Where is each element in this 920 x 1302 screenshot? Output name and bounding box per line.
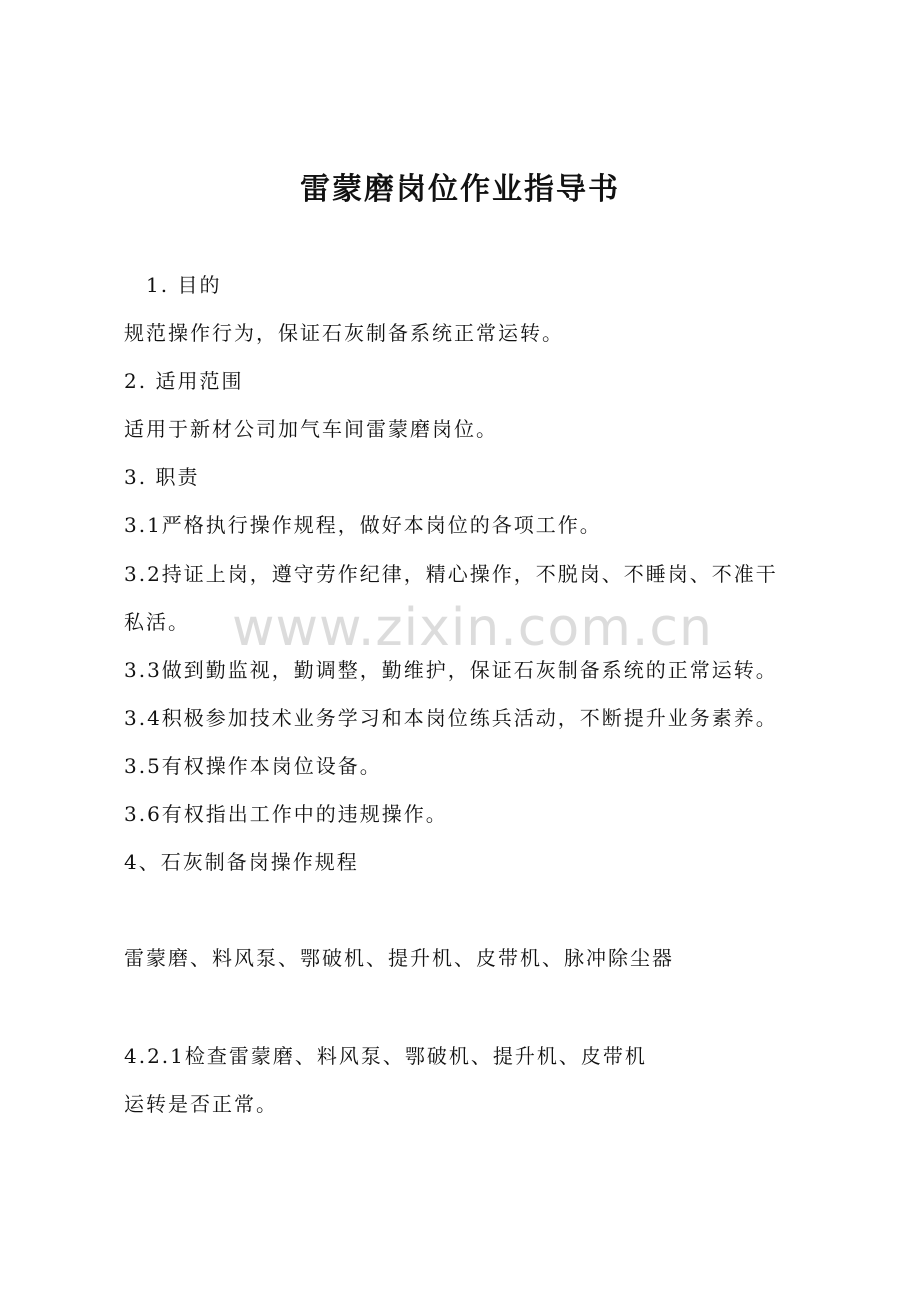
section-heading-scope: 2. 适用范围: [124, 369, 244, 393]
duty-item-3-3: 3.3做到勤监视，勤调整，勤维护，保证石灰制备系统的正常运转。: [124, 658, 778, 682]
duty-item-3-5: 3.5有权操作本岗位设备。: [124, 754, 382, 778]
paragraph-purpose: 规范操作行为，保证石灰制备系统正常运转。: [124, 321, 564, 345]
procedure-item-4-2-1: 4.2.1检查雷蒙磨、料风泵、鄂破机、提升机、皮带机: [124, 1044, 647, 1068]
section-heading-procedures: 4、石灰制备岗操作规程: [124, 850, 359, 874]
paragraph-scope: 适用于新材公司加气车间雷蒙磨岗位。: [124, 417, 498, 441]
section-heading-purpose: 1. 目的: [146, 273, 222, 297]
watermark: www.zixin.com.cn: [232, 598, 713, 658]
duty-item-3-4: 3.4积极参加技术业务学习和本岗位练兵活动，不断提升业务素养。: [124, 706, 778, 730]
duty-item-3-2-continued: 私活。: [124, 610, 190, 634]
procedure-item-4-2-1-continued: 运转是否正常。: [124, 1092, 278, 1116]
section-heading-duties: 3. 职责: [124, 465, 200, 489]
duty-item-3-1: 3.1严格执行操作规程，做好本岗位的各项工作。: [124, 513, 602, 537]
duty-item-3-2: 3.2持证上岗，遵守劳作纪律，精心操作，不脱岗、不睡岗、不准干: [124, 562, 778, 586]
document-title: 雷蒙磨岗位作业指导书: [300, 172, 620, 207]
equipment-list: 雷蒙磨、料风泵、鄂破机、提升机、皮带机、脉冲除尘器: [124, 946, 674, 970]
duty-item-3-6: 3.6有权指出工作中的违规操作。: [124, 802, 448, 826]
